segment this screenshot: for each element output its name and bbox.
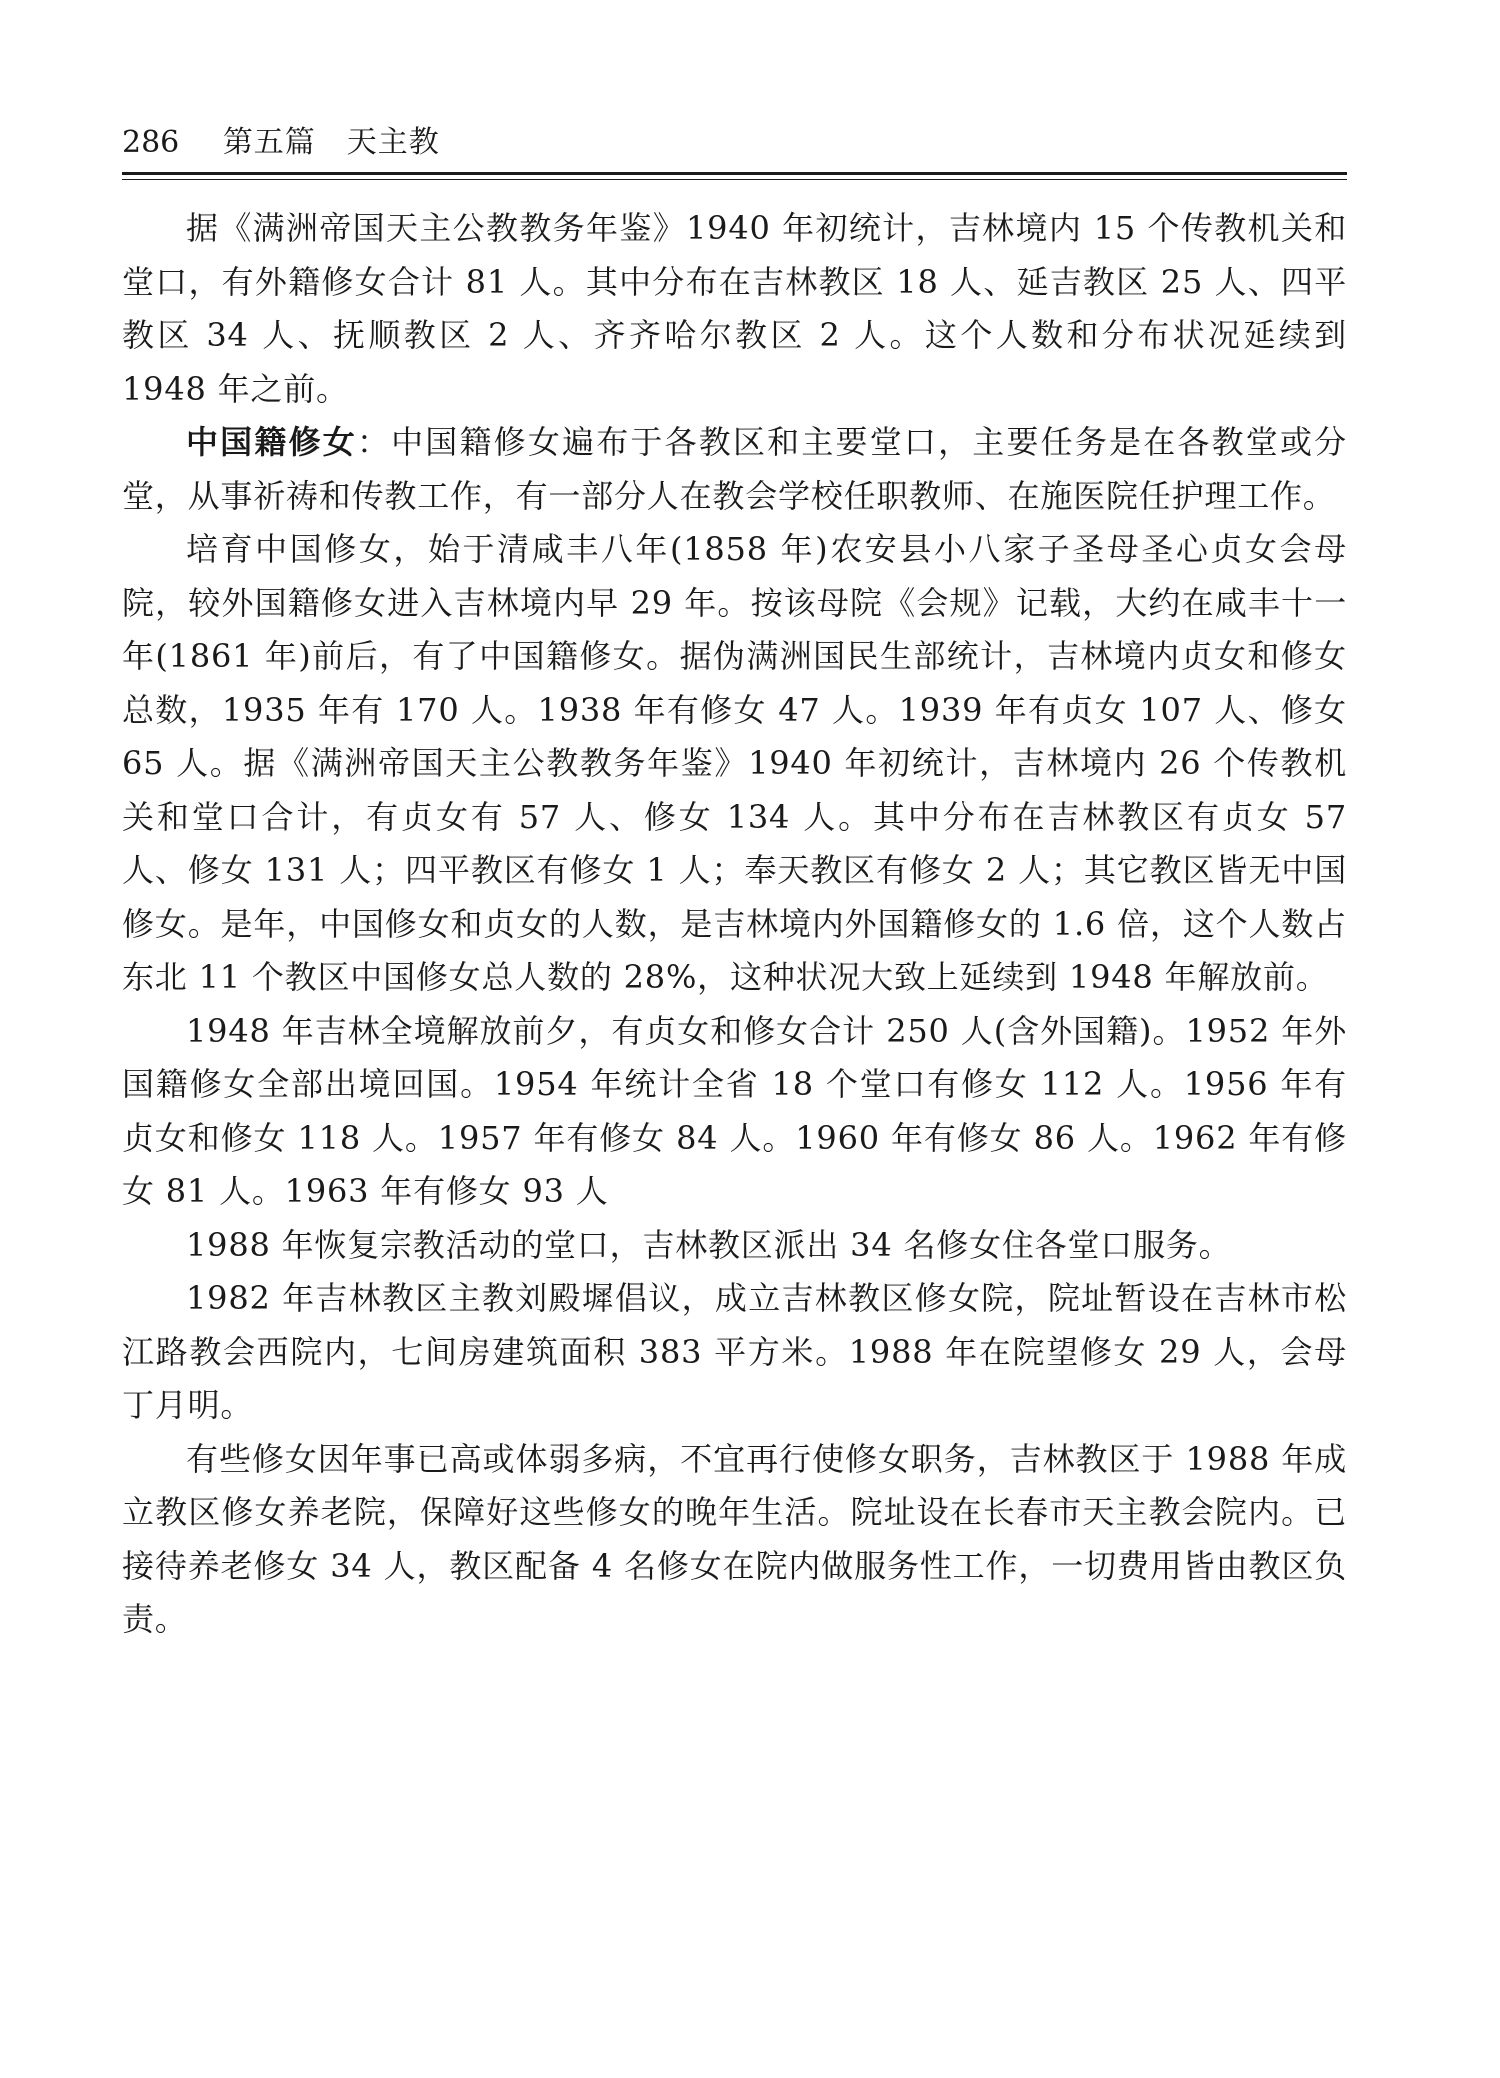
paragraph-text: 1948 年吉林全境解放前夕，有贞女和修女合计 250 人(含外国籍)。1952 年外国籍修女全部出境回国。1954 年统计全省 18 个堂口有修女 112 人。1956 年有贞女和修女 118 人。1957 年有修女 84 人。1960 年有修女 86 人。1962 年有修女 81 人。1963 年有修女 93 人: [122, 1011, 1347, 1210]
paragraph-lead-heading: 中国籍修女: [186, 423, 357, 461]
paragraph-retirement-home: [122, 1433, 1347, 1647]
paragraph-text: 据《满洲帝国天主公教教务年鉴》1940 年初统计，吉林境内 15 个传教机关和堂口，有外籍修女合计 81 人。其中分布在吉林教区 18 人、延吉教区 25 人、四平教区 34 人、抚顺教区 2 人、齐齐哈尔教区 2 人。这个人数和分布状况延续到 1948 年之前。: [122, 209, 1347, 408]
section-title: 第五篇 天主教: [222, 125, 440, 160]
paragraph-convent-founding: [122, 1272, 1347, 1433]
paragraph-training-history: [122, 523, 1347, 1005]
header-rule: [122, 172, 1347, 175]
paragraph-1988-restoration: [122, 1219, 1347, 1273]
paragraph-text: 培育中国修女，始于清咸丰八年(1858 年)农安县小八家子圣母圣心贞女会母院，较外国籍修女进入吉林境内早 29 年。按该母院《会规》记载，大约在咸丰十一年(1861 年)前后，有了中国籍修女。据伪满洲国民生部统计，吉林境内贞女和修女总数，1935 年有 170 人。1938 年有修女 47 人。1939 年有贞女 107 人、修女 65 人。据《满洲帝国天主公教教务年鉴》1940 年初统计，吉林境内 26 个传教机关和堂口合计，有贞女有 57 人、修女 134 人。其中分布在吉林教区有贞女 57 人、修女 131 人；四平教区有修女 1 人；奉天教区有修女 2 人；其它教区皆无中国修女。是年，中国修女和贞女的人数，是吉林境内外国籍修女的 1.6 倍，这个人数占东北 11 个教区中国修女总人数的 28%，这种状况大致上延续到 1948 年解放前。: [122, 530, 1347, 996]
paragraph-text: 有些修女因年事已高或体弱多病，不宜再行使修女职务，吉林教区于 1988 年成立教区修女养老院，保障好这些修女的晚年生活。院址设在长春市天主教会院内。已接待养老修女 34 人，教区配备 4 名修女在院内做服务性工作，一切费用皆由教区负责。: [122, 1439, 1347, 1638]
header-rule-thin: [122, 179, 1347, 180]
paragraph-text: ：中国籍修女遍布于各教区和主要堂口，主要任务是在各教堂或分堂，从事祈祷和传教工作，有一部分人在教会学校任职教师、在施医院任护理工作。: [122, 423, 1347, 515]
paragraph-text: 1988 年恢复宗教活动的堂口，吉林教区派出 34 名修女住各堂口服务。: [186, 1225, 1232, 1264]
body-text: [122, 202, 1347, 1647]
paragraph-foreign-nuns-1940: [122, 202, 1347, 416]
page-number: 286: [122, 125, 180, 160]
paragraph-text: 1982 年吉林教区主教刘殿墀倡议，成立吉林教区修女院，院址暂设在吉林市松江路教会西院内，七间房建筑面积 383 平方米。1988 年在院望修女 29 人，会母丁月明。: [122, 1279, 1347, 1424]
paragraph-chinese-nuns: [122, 416, 1347, 523]
paragraph-liberation-statistics: [122, 1005, 1347, 1219]
running-header: [122, 118, 1347, 168]
